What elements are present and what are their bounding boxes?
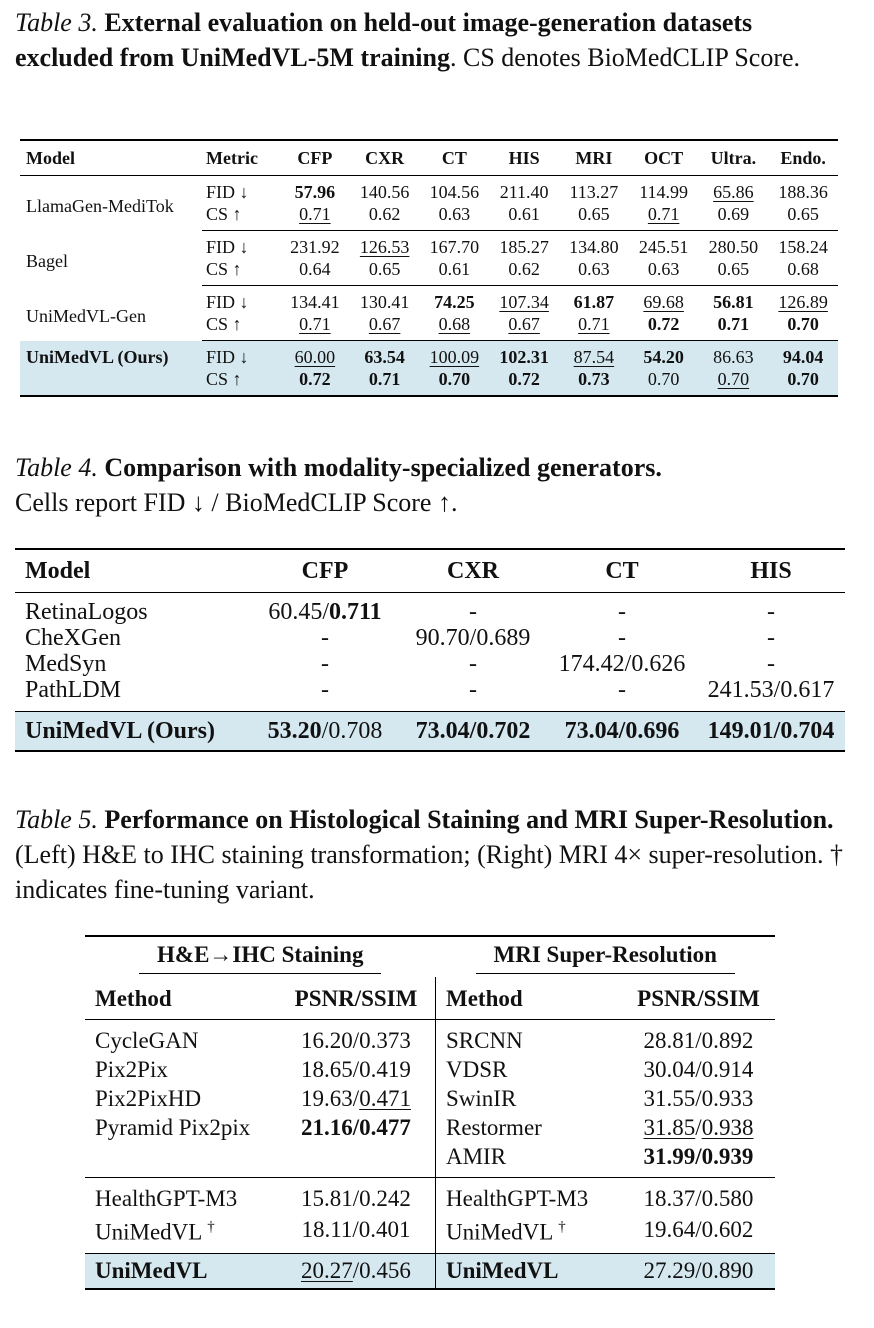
t5-value bbox=[277, 1084, 436, 1113]
t5-group-left-label: H&E→IHC Staining bbox=[139, 940, 381, 974]
t3-col-his: HIS bbox=[489, 140, 559, 176]
model-name: PathLDM bbox=[15, 677, 251, 712]
t5-group-right bbox=[436, 936, 776, 977]
t5-value: 18.37/0.580 bbox=[643, 1186, 754, 1211]
table-row bbox=[85, 1142, 775, 1178]
t4-col-ct: CT bbox=[547, 549, 697, 593]
table-row-ours bbox=[15, 712, 845, 752]
metric-value: 0.73 bbox=[559, 368, 629, 396]
t4-col-model: Model bbox=[15, 549, 251, 593]
t5-value-part: 19.63/ bbox=[301, 1086, 360, 1111]
table5-title: Performance on Histological Staining and MRI Super-Resolution. bbox=[104, 805, 834, 834]
method-name bbox=[85, 1142, 277, 1178]
table3 bbox=[20, 139, 838, 397]
metric-value: 114.99 bbox=[639, 182, 689, 202]
metric-value: 104.56 bbox=[429, 182, 480, 202]
t4-cell: - bbox=[469, 599, 477, 625]
t5-value-underlined: 0.471 bbox=[359, 1086, 411, 1111]
t5-value: 30.04/0.914 bbox=[643, 1057, 754, 1082]
method-name: SRCNN bbox=[446, 1028, 523, 1053]
metric-value: 0.71 bbox=[280, 313, 350, 341]
metric-value: 0.71 bbox=[280, 203, 350, 231]
t5-value: 19.64/0.602 bbox=[622, 1213, 775, 1253]
metric-value: 231.92 bbox=[290, 237, 340, 257]
model-name: RetinaLogos bbox=[25, 599, 148, 625]
metric-value: 0.65 bbox=[559, 203, 629, 231]
method-label: UniMedVL bbox=[446, 1219, 553, 1245]
dagger-mark: † bbox=[558, 1219, 566, 1235]
metric-value: 167.70 bbox=[429, 237, 480, 257]
t4-value-bold: 53.20 bbox=[267, 718, 322, 744]
metric-value: 0.65 bbox=[699, 258, 769, 286]
t4-cell: - bbox=[618, 625, 626, 651]
metric-value: 61.87 bbox=[573, 292, 615, 312]
metric-value: 0.62 bbox=[489, 258, 559, 286]
table-row bbox=[20, 176, 838, 204]
t4-cell: 174.42/0.626 bbox=[558, 651, 686, 677]
method-label: UniMedVL bbox=[95, 1219, 202, 1245]
metric-value: 0.65 bbox=[350, 258, 420, 286]
t3-col-mri: MRI bbox=[559, 140, 629, 176]
t5-value: 18.11/0.401 bbox=[277, 1213, 436, 1253]
table-row bbox=[20, 231, 838, 259]
metric-value: 0.70 bbox=[629, 368, 699, 396]
t5-value-part: / bbox=[695, 1115, 702, 1140]
table-row bbox=[85, 1020, 775, 1056]
metric-value: 87.54 bbox=[559, 341, 629, 369]
metric-value: 0.68 bbox=[768, 258, 838, 286]
t5-value: 28.81/0.892 bbox=[643, 1028, 754, 1053]
table4-label: Table 4. bbox=[15, 453, 98, 482]
method-name: AMIR bbox=[436, 1142, 623, 1178]
table3-note: . CS denotes BioMedCLIP Score. bbox=[450, 43, 801, 72]
t4-value: /0.708 bbox=[321, 718, 383, 744]
method-name bbox=[85, 1213, 277, 1253]
metric-value: 102.31 bbox=[489, 341, 559, 369]
t3-col-cfp: CFP bbox=[280, 140, 350, 176]
table-row-ours bbox=[20, 341, 838, 369]
t4-cell: - bbox=[399, 677, 547, 712]
t5-value-underlined: 0.938 bbox=[701, 1115, 754, 1140]
table-row bbox=[85, 1084, 775, 1113]
table-row bbox=[85, 1055, 775, 1084]
t4-value: 60.45/ bbox=[268, 599, 329, 625]
metric-value: 65.86 bbox=[713, 182, 754, 202]
model-name: LlamaGen-MediTok bbox=[26, 195, 174, 216]
metric-value: 0.70 bbox=[420, 368, 490, 396]
method-name: Pix2Pix bbox=[95, 1057, 168, 1082]
metric-value: 0.67 bbox=[350, 313, 420, 341]
method-name: SwinIR bbox=[446, 1086, 517, 1111]
t4-cell: - bbox=[321, 625, 329, 651]
metric-value: 94.04 bbox=[768, 341, 838, 369]
metric-value: 126.53 bbox=[359, 237, 410, 257]
table4-title: Comparison with modality-specialized generators. bbox=[104, 453, 662, 482]
method-name: Pix2PixHD bbox=[95, 1086, 202, 1111]
dagger-mark: † bbox=[207, 1219, 215, 1235]
t4-cell: - bbox=[767, 625, 775, 651]
metric-value: 0.61 bbox=[420, 258, 490, 286]
t5-value: 18.65/0.419 bbox=[277, 1055, 436, 1084]
table-row bbox=[85, 1113, 775, 1142]
t5-value bbox=[277, 1142, 436, 1178]
t4-col-cxr: CXR bbox=[399, 549, 547, 593]
model-name: UniMedVL-Gen bbox=[26, 305, 146, 326]
t5-value-part: /0.456 bbox=[352, 1258, 411, 1284]
table5-group-row bbox=[85, 936, 775, 977]
t5-value bbox=[277, 1253, 436, 1289]
metric-value: 158.24 bbox=[778, 237, 828, 257]
table3-label: Table 3. bbox=[15, 8, 98, 37]
t4-cell bbox=[251, 593, 399, 626]
t5-value-underlined: 20.27 bbox=[301, 1258, 353, 1284]
metric-value: 56.81 bbox=[713, 292, 754, 312]
metric-value: 0.62 bbox=[350, 203, 420, 231]
metric-value: 0.63 bbox=[420, 203, 490, 231]
method-name: CycleGAN bbox=[95, 1028, 199, 1053]
metric-value: 185.27 bbox=[499, 237, 549, 257]
metric-name: FID ↓ bbox=[206, 237, 249, 257]
t4-cell: - bbox=[469, 651, 477, 677]
table3-body bbox=[20, 176, 838, 397]
table5 bbox=[85, 935, 775, 1290]
t5-value: 21.16/0.477 bbox=[277, 1113, 436, 1142]
t5-value bbox=[622, 1113, 775, 1142]
metric-name: FID ↓ bbox=[206, 182, 249, 202]
t3-col-cxr: CXR bbox=[350, 140, 420, 176]
t4-cell: 149.01/0.704 bbox=[697, 712, 845, 752]
metric-value: 60.00 bbox=[280, 341, 350, 369]
metric-value: 134.41 bbox=[290, 292, 340, 312]
t4-cell bbox=[251, 712, 399, 752]
metric-value: 113.27 bbox=[569, 182, 619, 202]
t4-cell: 73.04/0.702 bbox=[399, 712, 547, 752]
table5-caption bbox=[15, 802, 855, 907]
metric-value: 280.50 bbox=[708, 237, 759, 257]
table3-title: External evaluation on held-out image-generation datasets excluded from UniMedVL-5M training bbox=[15, 8, 753, 72]
t4-cell: - bbox=[251, 677, 399, 712]
t3-col-endo: Endo. bbox=[768, 140, 838, 176]
metric-value: 0.71 bbox=[350, 368, 420, 396]
t4-cell: - bbox=[767, 651, 775, 677]
table-row bbox=[20, 286, 838, 314]
metric-value: 0.63 bbox=[559, 258, 629, 286]
t4-cell: 241.53/0.617 bbox=[697, 677, 845, 712]
t3-col-ct: CT bbox=[420, 140, 490, 176]
metric-value: 0.72 bbox=[629, 313, 699, 341]
t4-cell: - bbox=[547, 677, 697, 712]
t5-col-psnr-right: PSNR/SSIM bbox=[622, 977, 775, 1020]
model-name: MedSyn bbox=[25, 651, 107, 677]
metric-value: 63.54 bbox=[350, 341, 420, 369]
metric-value: 100.09 bbox=[420, 341, 490, 369]
table5-label: Table 5. bbox=[15, 805, 98, 834]
method-name: HealthGPT-M3 bbox=[446, 1186, 589, 1211]
metric-value: 0.68 bbox=[420, 313, 490, 341]
t4-cell: 73.04/0.696 bbox=[547, 712, 697, 752]
t3-col-oct: OCT bbox=[629, 140, 699, 176]
method-name: HealthGPT-M3 bbox=[95, 1186, 238, 1211]
table-row-ours bbox=[85, 1253, 775, 1289]
t4-value-bold: 0.711 bbox=[328, 599, 382, 625]
t5-group-left bbox=[85, 936, 436, 977]
metric-value: 0.72 bbox=[280, 368, 350, 396]
table4-note: Cells report FID ↓ / BioMedCLIP Score ↑. bbox=[15, 488, 458, 517]
metric-value: 126.89 bbox=[778, 292, 828, 312]
table-row bbox=[85, 1178, 775, 1214]
t3-col-metric: Metric bbox=[202, 140, 280, 176]
table-row bbox=[85, 1213, 775, 1253]
metric-name: CS ↑ bbox=[202, 368, 280, 396]
metric-value: 69.68 bbox=[643, 292, 684, 312]
metric-value: 107.34 bbox=[499, 292, 549, 312]
t4-col-his: HIS bbox=[697, 549, 845, 593]
t4-col-cfp: CFP bbox=[251, 549, 399, 593]
metric-value: 0.70 bbox=[768, 368, 838, 396]
metric-value: 0.70 bbox=[699, 368, 769, 396]
table4 bbox=[15, 548, 845, 752]
t5-value: 15.81/0.242 bbox=[277, 1178, 436, 1214]
metric-value: 54.20 bbox=[629, 341, 699, 369]
t5-value-underlined: 31.85 bbox=[643, 1115, 696, 1140]
table-row bbox=[15, 677, 845, 712]
table5-note: (Left) H&E to IHC staining transformation; (Right) MRI 4× super-resolution. † indicates fine-tuning variant. bbox=[15, 840, 843, 904]
method-name bbox=[436, 1213, 623, 1253]
metric-name: CS ↑ bbox=[202, 313, 280, 341]
model-name: CheXGen bbox=[25, 625, 121, 651]
table4-caption bbox=[15, 450, 855, 520]
table5-header-row bbox=[85, 977, 775, 1020]
metric-value: 0.61 bbox=[489, 203, 559, 231]
method-name: Pyramid Pix2pix bbox=[95, 1115, 251, 1140]
metric-value: 74.25 bbox=[434, 292, 475, 312]
table3-header-row bbox=[20, 140, 838, 176]
metric-value: 0.64 bbox=[280, 258, 350, 286]
t5-group-right-label: MRI Super-Resolution bbox=[476, 940, 735, 974]
model-name: UniMedVL (Ours) bbox=[20, 341, 202, 397]
method-name: VDSR bbox=[446, 1057, 508, 1082]
table-row bbox=[15, 625, 845, 651]
metric-name: FID ↓ bbox=[206, 292, 249, 312]
t5-value: 31.99/0.939 bbox=[622, 1142, 775, 1178]
t5-col-psnr-left: PSNR/SSIM bbox=[277, 977, 436, 1020]
metric-value: 134.80 bbox=[569, 237, 619, 257]
table-row bbox=[15, 651, 845, 677]
t5-value: 31.55/0.933 bbox=[643, 1086, 754, 1111]
metric-value: 130.41 bbox=[359, 292, 410, 312]
metric-name: CS ↑ bbox=[202, 258, 280, 286]
model-name: Bagel bbox=[26, 250, 68, 271]
metric-value: 245.51 bbox=[638, 237, 689, 257]
method-name: Restormer bbox=[446, 1115, 542, 1140]
t5-value: 16.20/0.373 bbox=[277, 1020, 436, 1056]
metric-value: 0.69 bbox=[699, 203, 769, 231]
metric-value: 0.71 bbox=[629, 203, 699, 231]
metric-name: CS ↑ bbox=[202, 203, 280, 231]
t4-cell: - bbox=[767, 599, 775, 625]
metric-value: 140.56 bbox=[359, 182, 410, 202]
method-name: UniMedVL bbox=[436, 1253, 623, 1289]
model-name: UniMedVL (Ours) bbox=[15, 712, 251, 752]
t3-col-ultra: Ultra. bbox=[699, 140, 769, 176]
metric-value: 0.71 bbox=[699, 313, 769, 341]
metric-value: 86.63 bbox=[699, 341, 769, 369]
method-name: UniMedVL bbox=[85, 1253, 277, 1289]
table4-header-row bbox=[15, 549, 845, 593]
metric-value: 0.63 bbox=[629, 258, 699, 286]
metric-name: FID ↓ bbox=[202, 341, 280, 369]
metric-value: 0.70 bbox=[768, 313, 838, 341]
metric-value: 188.36 bbox=[778, 182, 828, 202]
metric-value: 57.96 bbox=[294, 182, 336, 202]
metric-value: 211.40 bbox=[499, 182, 549, 202]
table3-caption bbox=[15, 5, 855, 75]
metric-value: 0.71 bbox=[559, 313, 629, 341]
t5-value: 27.29/0.890 bbox=[622, 1253, 775, 1289]
metric-value: 0.72 bbox=[489, 368, 559, 396]
table-row bbox=[15, 593, 845, 626]
metric-value: 0.67 bbox=[489, 313, 559, 341]
metric-value: 0.65 bbox=[768, 203, 838, 231]
t5-col-method-left: Method bbox=[85, 977, 277, 1020]
t3-col-model: Model bbox=[20, 140, 202, 176]
t4-cell: 90.70/0.689 bbox=[415, 625, 531, 651]
t4-cell: - bbox=[321, 651, 329, 677]
t5-col-method-right: Method bbox=[436, 977, 623, 1020]
t4-cell: - bbox=[618, 599, 626, 625]
